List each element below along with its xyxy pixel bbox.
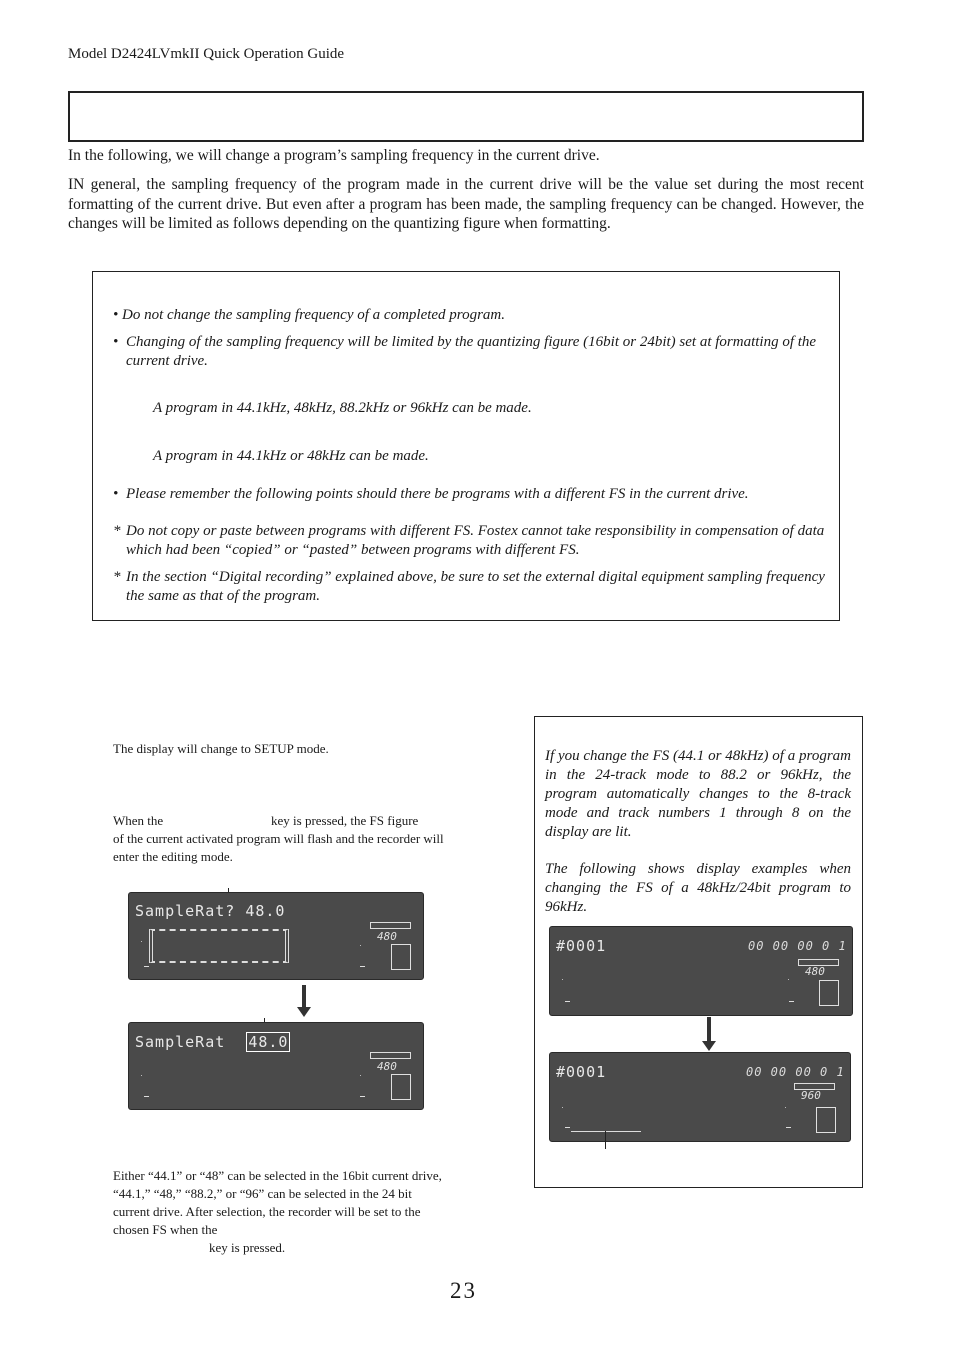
lcd-label: SampleRat? bbox=[135, 902, 236, 920]
note-subitem bbox=[113, 568, 830, 606]
lcd-value-highlighted: 48.0 bbox=[248, 1033, 289, 1051]
lcd-dot bbox=[360, 945, 361, 946]
drive-indicator bbox=[391, 1074, 411, 1100]
note-text: Changing of the sampling frequency will be limited by the quantizing figure (16bit or 24bit) set at formatting of the current drive. bbox=[126, 334, 817, 369]
track-meter-frame bbox=[149, 929, 289, 963]
arrow-shaft bbox=[302, 985, 306, 1007]
callout-line bbox=[605, 1131, 606, 1149]
asterisk: * bbox=[113, 569, 121, 585]
step-3-text: Either “44.1” or “48” can be selected in the 16bit current drive, “44.1,” “48,” “88.2,” or “96” can be selected in the 24 bit current drive. After selection, the recorder will be set to the chosen FS when the bbox=[113, 1168, 442, 1237]
caution-box bbox=[92, 271, 840, 621]
lcd-display-selected bbox=[128, 1022, 424, 1110]
drive-indicator bbox=[819, 980, 839, 1006]
lcd-text bbox=[135, 1033, 289, 1051]
lcd-dot bbox=[360, 1075, 361, 1076]
step-1-text: The display will change to SETUP mode. bbox=[113, 741, 329, 756]
note-subitem bbox=[113, 522, 830, 560]
page-header: Model D2424LVmkII Quick Operation Guide bbox=[68, 46, 345, 62]
fs-readout: 480 bbox=[377, 930, 397, 943]
note-text: In the section “Digital recording” explained above, be sure to set the external digital equipment sampling frequency the same as that of the program. bbox=[126, 569, 825, 604]
lcd-label: SampleRat bbox=[135, 1033, 226, 1051]
step-2-text-a: When the bbox=[113, 813, 164, 828]
note-text: Do not change the sampling frequency of a completed program. bbox=[122, 307, 505, 323]
program-number: #0001 bbox=[556, 1063, 607, 1081]
lcd-tick bbox=[565, 1001, 570, 1002]
step-2-text-c: of the current activated program will flash and the recorder will enter the editing mode. bbox=[113, 831, 444, 864]
lcd-tick bbox=[144, 1096, 149, 1097]
intro-paragraph-1: In the following, we will change a program’s sampling frequency in the current drive. bbox=[68, 147, 600, 164]
lcd-dot bbox=[788, 979, 789, 980]
lcd-tick bbox=[786, 1127, 791, 1128]
lcd-tick bbox=[360, 966, 365, 967]
lcd-tick bbox=[789, 1001, 794, 1002]
timecode: 00 00 00 0 1 bbox=[746, 1065, 845, 1079]
note-item bbox=[113, 333, 830, 371]
lcd-dot bbox=[562, 979, 563, 980]
fs-bar bbox=[370, 1052, 411, 1059]
fs-readout: 480 bbox=[805, 965, 825, 978]
step-2-text-b: key is pressed, the FS figure bbox=[271, 813, 419, 828]
arrow-shaft bbox=[707, 1017, 711, 1041]
fs-bar bbox=[370, 922, 411, 929]
step-3-text-b: key is pressed. bbox=[209, 1240, 286, 1255]
section-title-box bbox=[68, 91, 864, 142]
lcd-display-editing bbox=[128, 892, 424, 980]
lcd-tick bbox=[144, 966, 149, 967]
lcd-tick bbox=[565, 1127, 570, 1128]
arrow-down-icon bbox=[297, 1007, 311, 1017]
lcd-dot bbox=[785, 1107, 786, 1108]
bullet: • bbox=[113, 334, 119, 350]
program-number: #0001 bbox=[556, 937, 607, 955]
lcd-dot bbox=[562, 1107, 563, 1108]
asterisk: * bbox=[113, 523, 121, 539]
note-subitem-24bit: A program in 44.1kHz, 48kHz, 88.2kHz or 96kHz can be made. bbox=[153, 400, 532, 416]
note-item bbox=[113, 485, 830, 504]
intro-paragraph-2: IN general, the sampling frequency of the program made in the current drive will be the value set during the most recent formatting of the current drive. But even after a program has been made, the sampling frequency can be changed. However, the changes will be limited as follows depending on the quantizing figure when formatting. bbox=[68, 176, 864, 232]
lcd-text bbox=[135, 902, 285, 920]
bullet: • bbox=[113, 307, 119, 323]
note-item bbox=[113, 306, 813, 325]
track-1-8-indicator bbox=[571, 1131, 641, 1132]
drive-indicator bbox=[816, 1107, 836, 1133]
bullet: • bbox=[113, 486, 119, 502]
lcd-tick bbox=[360, 1096, 365, 1097]
lcd-dot bbox=[141, 1075, 142, 1076]
lcd-display-96k bbox=[549, 1052, 851, 1142]
fs-readout: 960 bbox=[801, 1089, 821, 1102]
page-number: 23 bbox=[450, 1278, 477, 1303]
note-subitem-16bit: A program in 44.1kHz or 48kHz can be made. bbox=[153, 448, 429, 464]
lcd-display-48k bbox=[549, 926, 853, 1016]
lcd-dot bbox=[141, 941, 142, 942]
lcd-value: 48.0 bbox=[245, 902, 286, 920]
side-note-paragraph-1: If you change the FS (44.1 or 48kHz) of a program in the 24-track mode to 88.2 or 96kHz, the program automatically changes to the 8-track mode and track numbers 1 through 8 on the display are lit. bbox=[545, 748, 851, 840]
fs-readout: 480 bbox=[377, 1060, 397, 1073]
note-text: Do not copy or paste between programs with different FS. Fostex cannot take responsibility in compensation of data which had been “copied” or “pasted” between programs with different FS. bbox=[126, 523, 825, 558]
side-note-paragraph-2: The following shows display examples when changing the FS of a 48kHz/24bit program to 96kHz. bbox=[545, 861, 851, 915]
drive-indicator bbox=[391, 944, 411, 970]
arrow-down-icon bbox=[702, 1041, 716, 1051]
note-text: Please remember the following points should there be programs with a different FS in the current drive. bbox=[126, 486, 749, 502]
timecode: 00 00 00 0 1 bbox=[748, 939, 847, 953]
